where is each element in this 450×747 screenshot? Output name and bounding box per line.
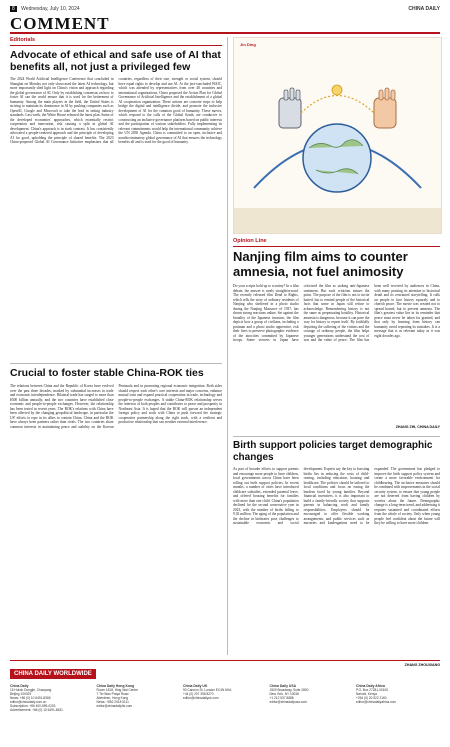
footer-line: +254 (0) 20 522 2160: [356, 696, 387, 700]
editorial-divider: [10, 363, 222, 364]
footer-line[interactable]: editor@chinadailyafrica.com: [356, 700, 397, 704]
footer-col-name: China Daily: [10, 684, 29, 688]
editorials-section: [10, 37, 222, 373]
footer-line: News: +852 2518 5111: [96, 700, 129, 704]
second-editorial-title: Crucial to foster stable China-ROK ties: [10, 367, 204, 379]
footer-col-beijing: [10, 684, 94, 712]
opinion-title: Nanjing film aims to counter amnesia, not fuel animosity: [233, 249, 408, 279]
footer-line: Room 1818, Hing Wai Centre: [96, 688, 139, 692]
footer-col-name: China Daily USA: [269, 684, 297, 688]
page-number: 8: [12, 6, 15, 12]
birth-body: As part of broader efforts to support parents and encourage more people to have children, local governments across China have been rolling out birth support policies. In recent months, a number of cities have introduced childcare subsidies, extended parental leave, and offered housing benefits for families with more than one child. China's population declined for the second consecutive year in 2023, with the number of births falling to 9.02 million. The aging of the population and the decline in birthrates pose challenges to sustainable economic and social development. Experts say the key to boosting births lies in reducing the costs of child-rearing, including education, housing and healthcare. The policies should be tailored to local conditions and focus on easing the burdens faced by young families. Beyond financial incentives, it is also important to build a family-friendly society that supports parents in balancing work and family responsibilities. Employers should be encouraged to offer flexible working arrangements, and public services such as nurseries and kindergartens need to be expanded. The government has pledged to improve the birth support policy system and create a more favorable environment for childbearing. The inclusive measures should be combined with improvements in the social security system, to ensure that young people are not deterred from having children by worries about the future. Demographic change is a long-term trend, and addressing it requires sustained and coordinated efforts from the whole of society. Only when young people feel confident about the future will they be willing to have more children.: [233, 467, 440, 525]
footer-line: News: +86 (0) 10 6491-8366: [10, 696, 51, 700]
page-date: Wednesday, July 10, 2024: [21, 6, 80, 12]
footer-col-uk: [183, 684, 267, 712]
lead-editorial-body: The 2024 World Artificial Intelligence Conference that concluded in Shanghai on Monday not only showcased the latest AI technology, but more importantly shed light on China's vision and approach regarding the global governance of AI. Only by establishing consensus on how to foster AI can the world ensure that it is used for the betterment of humanity. Among the main players in the field, the United States is striving to maintain its dominance in AI by pushing companies such as OpenAI, Google and Microsoft to take the lead in setting industry standards. Last week, the White House released the latest plan. Some of the developed economies' approaches, which essentially restrict cooperation and innovation, risk causing a split in global AI development. China's approach is in stark contrast. It has consistently advocated a people-centered approach and the principle of developing AI for good, upholding the principle of shared benefits. The 2023 China-proposed Global AI Governance Initiative emphasizes that all countries, regardless of their size, strength or social system, should have equal rights to develop and use AI. At the just-concluded WAIC, which was attended by representatives from over 40 countries and international organizations, China proposed the Action Plan for Global Governance of Artificial Intelligence and the establishment of a global AI cooperation organization. These actions are concrete steps to help bridge the digital and intelligence divide, and promote the inclusive development of AI for the common good of humanity. These moves, which respond to the calls of the Global South, are conducive to constructing an inclusive governance platform based on public interests and the participation of various stakeholders. Fully implementing its relevant commitments would help the international community achieve the UN 2030 Agenda. China is committed to an open, inclusive and nondiscriminatory global governance of AI that ensures the technology benefits all and is used for the good of humanity.: [10, 77, 222, 144]
footer-line[interactable]: editor@chinadailyhk.com: [96, 704, 133, 708]
opinion-line-label: Opinion Line: [233, 238, 267, 244]
footer-line: 1500 Broadway, Suite 2800: [269, 688, 309, 692]
birth-support-section: [233, 440, 440, 667]
footer-col-name: China Daily Hong Kong: [96, 684, 135, 688]
opinion-divider: [233, 436, 440, 437]
section-masthead: [10, 14, 440, 34]
section-title: COMMENT: [10, 14, 110, 33]
opinion-line-section: [233, 238, 440, 429]
birth-title: Birth support policies target demographic changes: [233, 440, 433, 463]
footer-line: Advertisement: +86 (0) 10 6491-8631: [10, 708, 63, 712]
footer-line[interactable]: editor@chinadailyuk.com: [183, 696, 219, 700]
footer-line: 15 Huixin Dongjie, Chaoyang: [10, 688, 52, 692]
footer-line[interactable]: editor@chinadailyusa.com: [269, 700, 307, 704]
footer-line: Aberdeen, Hong Kong: [96, 696, 129, 700]
footer-line: P.O. Box 27281-00100: [356, 688, 389, 692]
footer-rule: [10, 660, 440, 661]
footer-line: +1 212 537 8888: [269, 696, 294, 700]
footer-line[interactable]: editor@chinadaily.com.cn: [10, 700, 47, 704]
footer-title: CHINA DAILY WORLDWIDE: [10, 669, 96, 679]
footer-col-africa: [356, 684, 440, 712]
lead-editorial-title: Advocate of ethical and safe use of AI that benefits all, not just a privileged few: [10, 49, 221, 73]
birth-byline: ZHANG ZHOUXIANG: [404, 663, 440, 667]
footer-col-name: China Daily UK: [183, 684, 208, 688]
opinion-body: Do your scripts hold up to scrutiny? In a film debate, the answer is rarely straightforward. The recently released film Dead to Rights, which tells the story of ordinary residents of Nanjing who sheltered in a photo studio during the Nanjing Massacre of 1937, has drawn strong reactions online. Set against the brutality of the Japanese invasion, the film depicts how a group of civilians, including a postman and a photo studio apprentice, risk their lives to preserve photographic evidence of the atrocities committed by Japanese troops. Some viewers in Japan have criticized the film as stoking anti-Japanese sentiment. But such criticism misses the point. The purpose of the film is not to incite hatred, but to remind people of the historical facts that some in Japan still refuse to acknowledge. Remembering history is not the same as perpetuating hostility. Historical amnesia is dangerous, because it can pave the way for history to repeat itself. By faithfully depicting the suffering of the victims and the courage of ordinary people, the film helps younger generations understand the cost of war and the value of peace. The film has been well received by audiences in China, with many praising its attention to historical detail and its restrained storytelling. It calls on people to face history squarely and to cherish peace. The movie was created not to spread hatred, but to prevent amnesia. The film's greatest value lies in its reminder that peace must never be taken for granted, and that only by learning from history can humanity avoid repeating its mistakes. It is a message that is as relevant today as it was eight decades ago.: [233, 284, 440, 342]
page-topline: [10, 4, 440, 14]
footer-col-hongkong: [97, 684, 181, 712]
page-info: [10, 6, 80, 12]
footer-col-name: China Daily Africa: [356, 684, 385, 688]
footer-columns: [10, 684, 440, 712]
second-editorial: [10, 367, 222, 662]
footer-line: New York, NY 10036: [269, 692, 299, 696]
masthead-brand: CHINA DAILY: [408, 6, 440, 12]
footer-line: Beijing 100029: [10, 692, 32, 696]
footer-line: +44 (0) 207 398 8270: [183, 692, 214, 696]
editorial-cartoon: [233, 37, 442, 234]
footer-col-usa: [270, 684, 354, 712]
opinion-rule: [233, 246, 440, 247]
cartoon-caption: Jin Ding: [240, 42, 256, 47]
footer: [10, 662, 440, 712]
footer-line: Nairobi, Kenya: [356, 692, 377, 696]
footer-line: Subscription: +86 400-699-0203: [10, 704, 56, 708]
editorials-rule: [10, 45, 222, 46]
footer-line: 7 Tin Wan Praya Road: [96, 692, 129, 696]
cartoon-illustration: [234, 38, 441, 233]
editorials-label: Editorials: [10, 37, 36, 43]
opinion-byline: ZHANG ZHI, CHINA DAILY: [395, 425, 440, 429]
second-editorial-body: The relations between China and the Republic of Korea have evolved over the past three decades, marked by substantial increases in trade and economic interdependence. Bilateral trade has surged to more than $300 billion annually, and the two countries have established close economic and people-to-people exchanges. However, the relationship has been tested in recent years. The ROK's relations with China have been affected by the changing geopolitical landscape, in particular the US' efforts to rope in its allies to contain China. China and the ROK have always been partners rather than rivals. The two countries share common interests in maintaining peace and stability on the Korean Peninsula and in promoting regional economic integration. Both sides should respect each other's core interests and major concerns, enhance mutual trust and expand practical cooperation in trade, technology and people-to-people exchanges. A stable China-ROK relationship serves the interests of both peoples and contributes to peace and prosperity in Northeast Asia. It is hoped that the ROK will pursue an independent foreign policy and work with China to push forward the strategic cooperative partnership along the right track, with a resilient and productive relationship that can weather external interference.: [10, 384, 222, 429]
footer-line: 90 Cannon St, London EC4N 6HA: [183, 688, 232, 692]
column-divider: [227, 37, 228, 655]
